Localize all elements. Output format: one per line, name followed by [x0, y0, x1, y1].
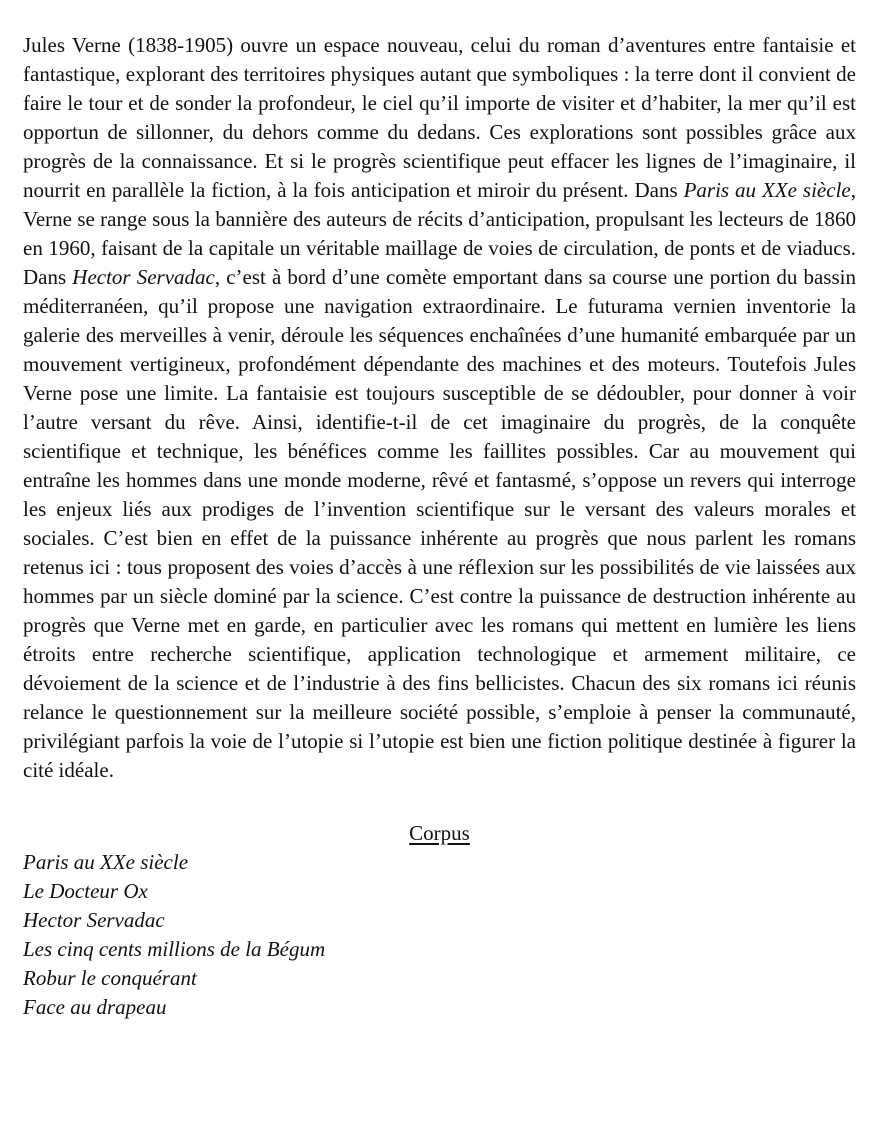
- document-page: [23, 31, 856, 1022]
- paragraph-text-1: Jules Verne (1838-1905) ouvre un espace nouveau, celui du roman d’aventures entre fantaisie et fantastique, explorant des territoires physiques autant que symboliques : la terre dont il convient de faire le tour et de sonder la profondeur, le ciel qu’il importe de visiter et d’habiter, la mer qu’il est opportun de sillonner, du dehors comme du dedans. Ces explorations sont possibles grâce aux progrès de la connaissance. Et si le progrès scientifique peut effacer les lignes de l’imaginaire, il nourrit en parallèle la fiction, à la fois anticipation et miroir du présent. Dans: [23, 33, 856, 202]
- corpus-item: Face au drapeau: [23, 995, 167, 1019]
- paragraph-text-3: , c’est à bord d’une comète emportant dans sa course une portion du bassin méditerranéen, qu’il propose une navigation extraordinaire. Le futurama vernien inventorie la galerie des merveilles à venir, déroule les séquences enchaînées d’une humanité embarquée par un mouvement vertigineux, profondément dépendante des machines et des moteurs. Toutefois Jules Verne pose une limite. La fantaisie est toujours susceptible de se dédoubler, pour donner à voir l’autre versant du rêve. Ainsi, identifie-t-il de cet imaginaire du progrès, de la conquête scientifique et technique, les bénéfices comme les faillites possibles. Car au mouvement qui entraîne les hommes dans une monde moderne, rêvé et fantasmé, s’oppose un revers qui interroge les enjeux liés aux prodiges de l’invention scientifique sur le versant des valeurs morales et sociales. C’est bien en effet de la puissance inhérente au progrès que nous parlent les romans retenus ici : tous proposent des voies d’accès à une réflexion sur les possibilités de vie laissées aux hommes par un siècle dominé par la science. C’est contre la puissance de destruction inhérente au progrès que Verne met en garde, en particulier avec les romans qui mettent en lumière les liens étroits entre recherche scientifique, application technologique et armement militaire, ce dévoiement de la science et de l’industrie à des fins bellicistes. Chacun des six romans ici réunis relance le questionnement sur la meilleure société possible, s’emploie à penser la communauté, privilégiant parfois la voie de l’utopie si l’utopie est bien une fiction politique destinée à figurer la cité idéale.: [23, 265, 856, 782]
- corpus-item: Robur le conquérant: [23, 966, 197, 990]
- paragraph-text-2: , Verne se range sous la bannière des auteurs de récits d’anticipation, propulsant les lecteurs de 1860 en 1960, faisant de la capitale un véritable maillage de voies de circulation, de ponts et de viaducs. Dans: [23, 178, 856, 289]
- corpus-heading: Corpus: [409, 821, 470, 845]
- corpus-item: Paris au XXe siècle: [23, 850, 189, 874]
- corpus-item: Le Docteur Ox: [23, 879, 148, 903]
- book-title-hector: Hector Servadac: [72, 265, 215, 289]
- corpus-item: Hector Servadac: [23, 908, 165, 932]
- book-title-paris: Paris au XXe siècle: [683, 178, 851, 202]
- corpus-item: Les cinq cents millions de la Bégum: [23, 937, 326, 961]
- corpus-list: [23, 848, 856, 1022]
- intro-paragraph: [23, 31, 856, 785]
